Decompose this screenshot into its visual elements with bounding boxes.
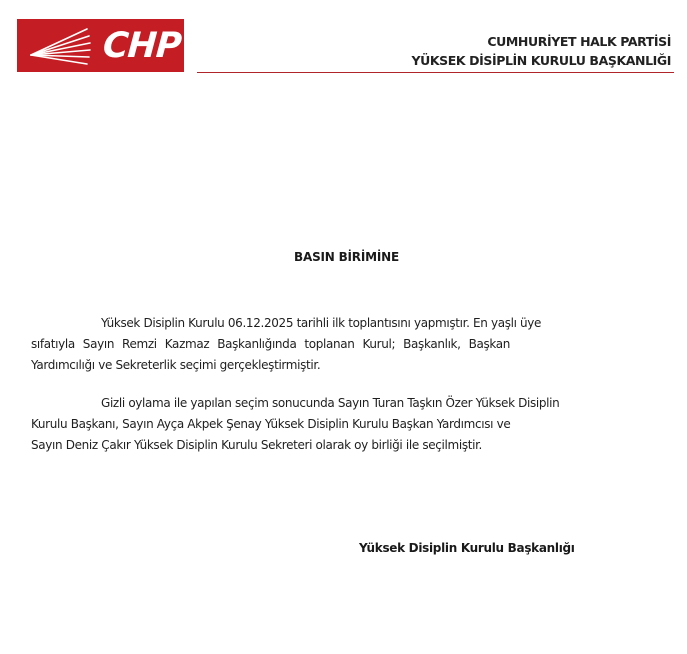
- paragraph-2: [31, 393, 608, 456]
- header-divider: [197, 72, 674, 73]
- paragraph-2-line-1: Gizli oylama ile yapılan seçim sonucunda Sayın Turan Taşkın Özer Yüksek Disiplin: [101, 396, 560, 410]
- paragraph-1-line-1: Yüksek Disiplin Kurulu 06.12.2025 tarihli ilk toplantısını yapmıştır. En yaşlı üye: [101, 316, 542, 330]
- logo-text: CHP: [101, 26, 183, 66]
- paragraph-1-line-2: sıfatıyla Sayın Remzi Kazmaz Başkanlığında toplanan Kurul; Başkanlık, Başkan: [31, 337, 511, 351]
- paragraph-2-line-2: Kurulu Başkanı, Sayın Ayça Akpek Şenay Yüksek Disiplin Kurulu Başkan Yardımcısı ve: [31, 417, 511, 431]
- six-arrows-icon: [17, 19, 103, 72]
- document-title: BASIN BİRİMİNE: [294, 250, 399, 264]
- paragraph-2-line-3: Sayın Deniz Çakır Yüksek Disiplin Kurulu Sekreteri olarak oy birliği ile seçilmiştir.: [31, 438, 483, 452]
- paragraph-1-line-3: Yardımcılığı ve Sekreterlik seçimi gerçekleştirmiştir.: [31, 358, 321, 372]
- signature: Yüksek Disiplin Kurulu Başkanlığı: [359, 541, 575, 555]
- org-name: CUMHURİYET HALK PARTİSİ: [487, 34, 671, 49]
- chp-logo: [17, 19, 184, 72]
- paragraph-1: [31, 313, 608, 376]
- org-unit: YÜKSEK DİSİPLİN KURULU BAŞKANLIĞI: [411, 53, 671, 68]
